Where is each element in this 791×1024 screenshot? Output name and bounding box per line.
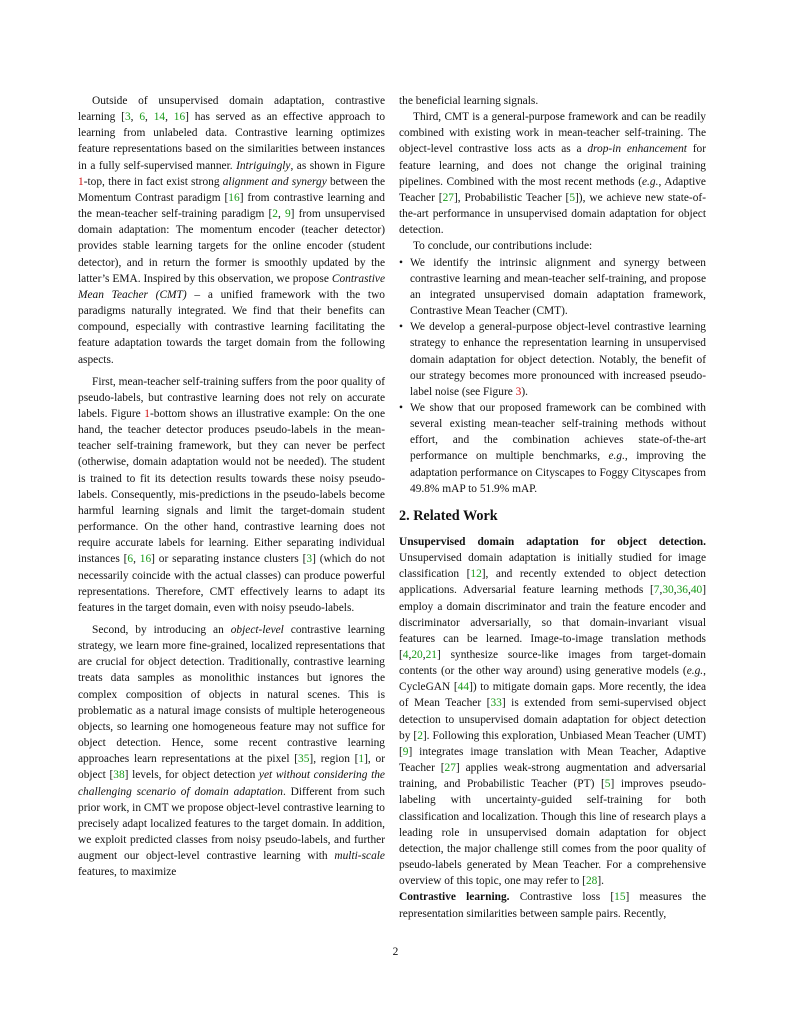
paragraph-heading: Unsupervised domain adaptation for object detection. bbox=[399, 535, 706, 548]
text-run: ]. Following this exploration, Unbiased Mean Teacher (UMT) [ bbox=[399, 729, 706, 758]
figure-reference-link[interactable]: 1 bbox=[78, 175, 84, 188]
text-run: , bbox=[422, 649, 426, 661]
text-run: Contrastive loss [ bbox=[509, 891, 615, 904]
text-run: ] (which do not necessarily coincide with the actual classes) can produce powerful representations. Therefore, CMT effectively learns to adapt its features in the target domain, even with noisy pseudo-labels. bbox=[78, 553, 385, 614]
text-run: , Adaptive Teacher [ bbox=[399, 175, 706, 204]
text-run: – a unified framework with the two paradigms naturally integrated. We find that their benefits can compound, especially with contrastive learning facilitating the feature adaptation towards the target domain from the following aspects. bbox=[78, 288, 386, 366]
text-run: Third, CMT is a general-purpose framework and can be readily combined with existing work in mean-teacher self-training. The object-level contrastive loss acts as a bbox=[399, 111, 706, 156]
figure-reference-link[interactable]: 3 bbox=[515, 385, 522, 398]
text-run: contrastive learning strategy, we learn more fine-grained, localized representations that are crucial for object detection. Traditionally, contrastive learning treats data samples as monolithic instances but ignores the complex composition of objects in natural scenes. This is problematic as a natural image consists of multiple heterogeneous objects, so learning one homogeneous feature may not suffice for object detection. Hence, some recent contrastive learning approaches learn representations at the pixel [ bbox=[78, 624, 385, 766]
paragraph-contributions-intro bbox=[399, 238, 706, 254]
emphasis-text: e.g. bbox=[608, 450, 625, 463]
citation-link[interactable]: 44 bbox=[457, 681, 470, 694]
contribution-item bbox=[399, 255, 706, 320]
text-run: -bottom shows an illustrative example: On the one hand, the teacher detector produces pseudo-labels in the mean-teacher self-training framework, but they can never be perfect (otherwise, domain adaptation would not be needed). The student is trained to fit its detection results towards these noisy pseudo-labels. Consequently, mis-predictions in the pseudo-labels become harmful learning signals and limit the target-domain student performance. On the other hand, contrastive learning does not require accurate labels for learning. Either separating individual instances [ bbox=[78, 407, 386, 566]
text-run: ] integrates image translation with Mean Teacher, Adaptive Teacher [ bbox=[399, 745, 706, 775]
text-run: ). bbox=[521, 385, 529, 398]
emphasis-text: object-level bbox=[230, 624, 284, 636]
citation-link[interactable]: 3 bbox=[306, 553, 313, 566]
emphasis-text: e.g. bbox=[686, 665, 704, 678]
text-run: ] employ a domain discriminator and train the feature encoder and discriminator adversarially, so that domain-invariant visual features can be learned. Image-to-image translation methods [ bbox=[399, 584, 706, 661]
text-run: ] measures the representation similarities between sample pairs. Recently, bbox=[399, 891, 706, 920]
text-run: -top, there in fact exist strong bbox=[83, 175, 223, 188]
citation-link[interactable]: 7 bbox=[653, 584, 660, 597]
citation-link[interactable]: 40 bbox=[690, 584, 703, 597]
text-run: ] is extended from semi-supervised object detection to unsupervised domain adaptation for object detection by [ bbox=[399, 697, 706, 742]
citation-link[interactable]: 2 bbox=[272, 208, 278, 221]
text-run: ]) to mitigate domain gaps. More recently, the idea of Mean Teacher [ bbox=[399, 681, 707, 710]
emphasis-text: yet without considering the challenging scenario of domain adaptation bbox=[78, 769, 385, 798]
citation-link[interactable]: 16 bbox=[173, 111, 186, 124]
citation-link[interactable]: 15 bbox=[614, 891, 626, 904]
emphasis-text: Contrastive Mean Teacher (CMT) bbox=[78, 272, 385, 301]
text-run: ], region [ bbox=[309, 753, 359, 766]
text-run: ]. bbox=[597, 875, 604, 888]
emphasis-text: multi-scale bbox=[334, 850, 385, 863]
page-number: 2 bbox=[392, 946, 399, 958]
text-run: , bbox=[133, 553, 140, 566]
text-run: , bbox=[165, 111, 174, 124]
citation-link[interactable]: 5 bbox=[569, 191, 576, 204]
paragraph-uda-detection bbox=[399, 534, 706, 889]
text-run: Outside of unsupervised domain adaptation, contrastive learning bbox=[78, 95, 385, 124]
emphasis-text: drop-in enhancement bbox=[587, 143, 687, 156]
text-run: , as shown in Figure bbox=[290, 159, 385, 172]
citation-link[interactable]: 9 bbox=[284, 208, 291, 221]
citation-link[interactable]: 27 bbox=[444, 762, 456, 775]
text-run: , bbox=[687, 584, 691, 597]
text-run: ] has served as an effective approach to learning from unlabeled data. Contrastive learning optimizes feature representations based on the similarities between instances in a fully self-supervised manner. bbox=[78, 111, 386, 172]
citation-link[interactable]: 4 bbox=[402, 649, 409, 661]
text-run: ] synthesize source-like images from target-domain contents (or the other way around) using generative models ( bbox=[399, 649, 706, 678]
emphasis-text: e.g. bbox=[641, 175, 659, 188]
text-run: between the Momentum Contrast paradigm [ bbox=[78, 175, 386, 204]
citation-link[interactable]: 33 bbox=[490, 697, 502, 710]
paragraph-contrastive-learning bbox=[399, 889, 706, 921]
citation-link[interactable]: 3 bbox=[124, 111, 131, 124]
citation-link[interactable]: 21 bbox=[425, 649, 437, 661]
left-column bbox=[78, 93, 385, 881]
citation-link[interactable]: 9 bbox=[402, 745, 409, 758]
text-run: , CycleGAN [ bbox=[399, 665, 706, 694]
text-run: , bbox=[408, 649, 412, 661]
paragraph-second-aspect bbox=[78, 622, 385, 881]
citation-link[interactable]: 2 bbox=[417, 729, 423, 742]
citation-link[interactable]: 5 bbox=[604, 778, 611, 791]
citation-link[interactable]: 16 bbox=[139, 553, 152, 566]
emphasis-text: alignment and synergy bbox=[222, 175, 327, 188]
text-run: First, mean-teacher self-training suffers from the poor quality of pseudo-labels, but contrastive learning does not rely on accurate labels. Figure bbox=[78, 375, 385, 420]
citation-link[interactable]: 30 bbox=[662, 584, 674, 597]
text-run: ] levels, for object detection bbox=[124, 769, 259, 782]
text-run: , bbox=[277, 208, 285, 221]
text-run: features, to maximize bbox=[78, 866, 177, 879]
text-run: . Different from such prior work, in CMT we propose object-level contrastive learning to precisely adapt localized features to the target domain. In addition, we exploit predicted classes from noisy pseudo-labels, and further augment our object-level contrastive learning with bbox=[78, 785, 385, 863]
text-run: , improving the adaptation performance on Cityscapes to Foggy Cityscapes from 49.8% mAP to 51.9% mAP. bbox=[410, 450, 706, 495]
text-run: the beneficial learning signals. bbox=[399, 95, 539, 107]
text-run: ] applies weak-strong augmentation and adversarial training, and Probabilistic Teacher (PT) [ bbox=[399, 762, 706, 791]
citation-link[interactable]: 36 bbox=[676, 584, 688, 597]
text-run: , bbox=[659, 584, 663, 597]
text-run: ], and recently extended to object detection applications. Adversarial feature learning methods [ bbox=[399, 568, 706, 597]
text-run: ] from contrastive learning and the mean-teacher self-training paradigm [ bbox=[78, 191, 385, 221]
contributions-list bbox=[399, 255, 706, 497]
text-run: Unsupervised domain adaptation is initially studied for image classification [ bbox=[399, 552, 706, 581]
text-run: , bbox=[130, 111, 140, 124]
text-run: To conclude, our contributions include: bbox=[413, 240, 593, 253]
text-run: We show that our proposed framework can be combined with several existing mean-teacher self-training methods without effort, and the combination achieves state-of-the-art performance on multiple benchmarks, bbox=[410, 401, 706, 463]
text-run: ]), we achieve new state-of-the-art performance in unsupervised domain adaptation for object detection. bbox=[399, 191, 706, 237]
figure-reference-link[interactable]: 1 bbox=[144, 407, 150, 420]
emphasis-text: Intriguingly bbox=[236, 159, 291, 172]
citation-link[interactable]: 16 bbox=[228, 191, 240, 204]
citation-link[interactable]: 12 bbox=[470, 568, 482, 581]
text-run: We develop a general-purpose object-level contrastive learning strategy to enhance the representation learning in unsupervised domain adaptation for object detection. Notably, the benefit of our strategy becomes more pronounced with increased pseudo-label noise (see Figure bbox=[410, 321, 706, 398]
contribution-item bbox=[399, 319, 706, 400]
citation-link[interactable]: 14 bbox=[153, 111, 166, 124]
text-run: ] from unsupervised domain adaptation: The momentum encoder (teacher detector) provides stable learning targets for the online encoder (student detector), and in return the former is smoothly updated by the latter’s EMA. Inspired by this observation, we propose bbox=[78, 208, 385, 285]
citation-link[interactable]: 20 bbox=[411, 649, 423, 661]
text-run: We identify the intrinsic alignment and synergy between contrastive learning and mean-teacher self-training, and propose an integrated unsupervised domain adaptation framework, Contrastive Mean Teacher (CMT). bbox=[410, 256, 706, 318]
text-run: ] or separating instance clusters [ bbox=[151, 553, 307, 566]
text-run: , bbox=[673, 584, 677, 597]
text-run: ] improves pseudo-labeling with uncertainty-guided self-training for both classification and localization. Though this line of research plays a leading role in unsupervised domain adaptation for object detection, the major challenge still comes from the poor quality of pseudo-labels generated by Mean Teacher. For a comprehensive overview of this topic, one may refer to [ bbox=[399, 778, 706, 888]
citation-link[interactable]: 6 bbox=[139, 111, 146, 124]
citation-link[interactable]: 35 bbox=[298, 753, 310, 766]
text-run: Second, by introducing an bbox=[92, 624, 231, 636]
text-run: ], Probabilistic Teacher [ bbox=[453, 191, 570, 204]
section-heading-related-work: 2. Related Work bbox=[399, 507, 498, 524]
paragraph-first-aspect bbox=[78, 374, 385, 616]
paragraph-heading: Contrastive learning. bbox=[399, 891, 510, 904]
citation-link[interactable]: 27 bbox=[442, 191, 454, 204]
citation-link[interactable]: 1 bbox=[358, 753, 365, 766]
citation-link[interactable]: 38 bbox=[113, 769, 125, 782]
paragraph-third-aspect bbox=[399, 109, 706, 238]
citation-link[interactable]: 28 bbox=[585, 875, 598, 888]
text-run: [ bbox=[121, 111, 125, 124]
citation-link[interactable]: 6 bbox=[127, 553, 134, 566]
right-column bbox=[399, 93, 706, 922]
text-run: for feature learning, and does not change the original training pipelines. Combined with the most recent methods ( bbox=[399, 143, 706, 188]
paragraph-intro bbox=[78, 93, 385, 368]
text-run: , bbox=[145, 111, 154, 124]
paragraph-continuation bbox=[399, 93, 706, 109]
contribution-item bbox=[399, 400, 706, 497]
text-run: ], or object [ bbox=[78, 753, 385, 782]
